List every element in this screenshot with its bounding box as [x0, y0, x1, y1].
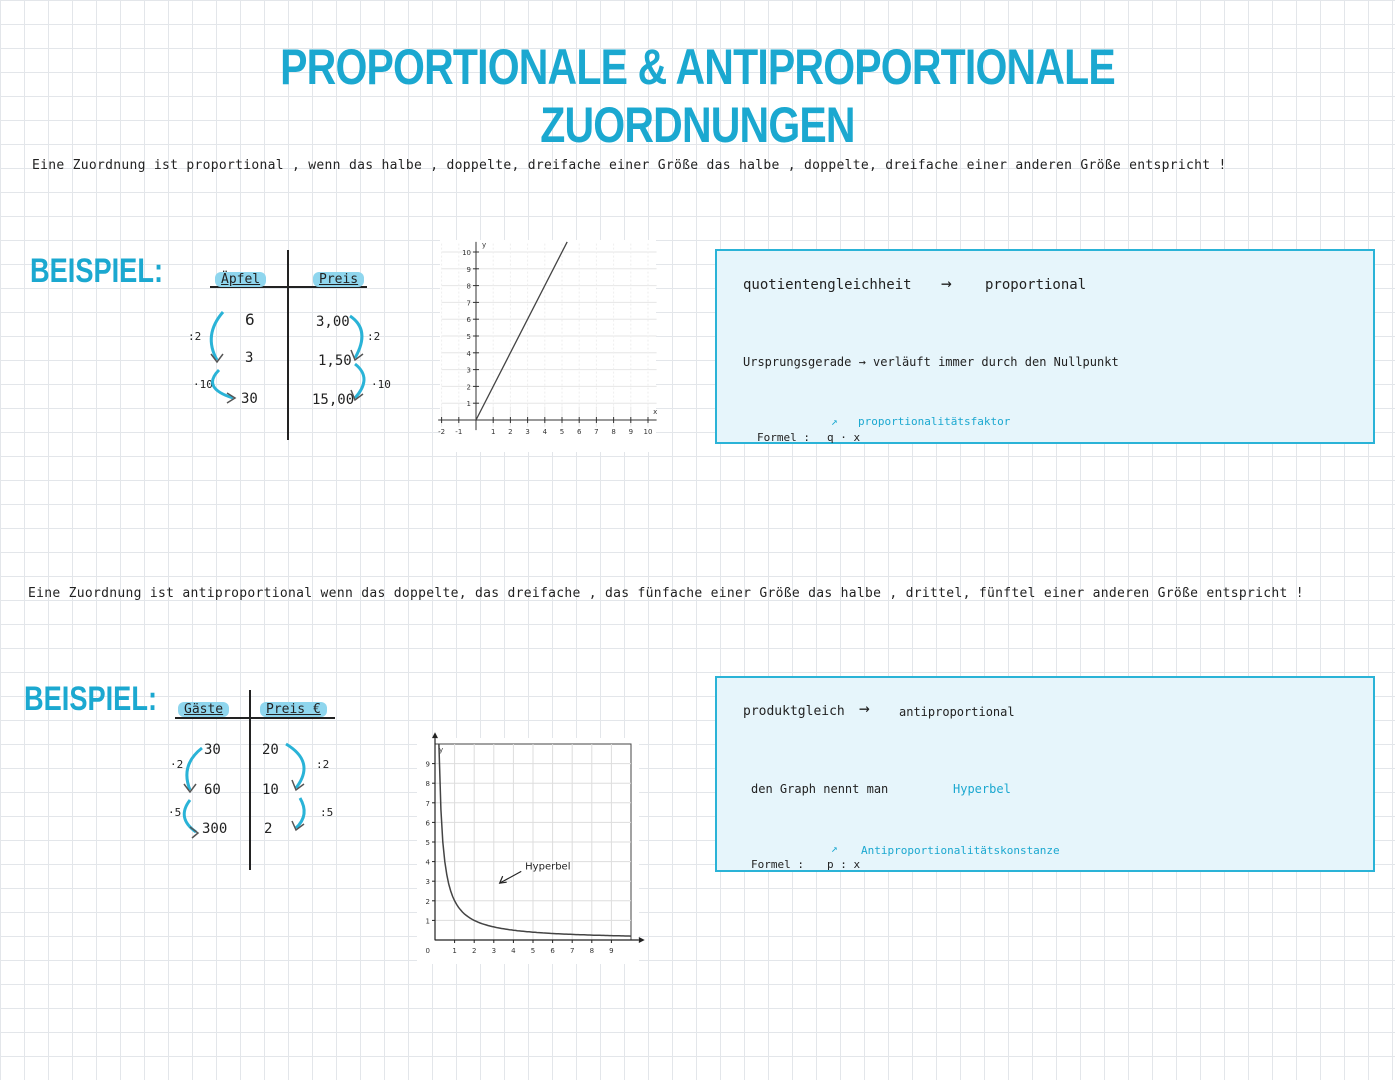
hyperbel-annotation: Hyperbel [525, 861, 571, 873]
antiproportional-definition: Eine Zuordnung ist antiproportional wenn das doppelte, das dreifache , das fünfache einer Größe das halbe , drittel, fünftel einer anderen Größe entspricht ! [28, 586, 1304, 601]
curved-arrow-icon [211, 312, 223, 360]
x-tick-label: 8 [589, 947, 595, 955]
note-quotientengleichheit: quotientengleichheit [743, 277, 912, 293]
x-tick-label: 1 [490, 428, 496, 436]
antiproportional-table [160, 690, 380, 880]
table-cell: 60 [204, 782, 221, 798]
proportional-notes-box [715, 249, 1375, 444]
x-tick-label: 7 [594, 428, 599, 436]
note-ursprungsgerade: Ursprungsgerade → verläuft immer durch den Nullpunkt [743, 355, 1119, 369]
x-tick-label: 5 [559, 428, 565, 436]
table-cell: 3 [245, 350, 254, 366]
y-axis-arrow-icon [432, 732, 438, 738]
operation-label: ·10 [193, 378, 213, 391]
formula: p : x [827, 858, 861, 871]
formula: q · x [827, 431, 861, 444]
x-tick-label: 2 [508, 428, 513, 436]
x-tick-label: -1 [455, 428, 463, 436]
y-tick-label: 7 [425, 799, 430, 808]
table-cell: 15,00 [312, 392, 355, 408]
formula-label: Formel : [751, 858, 804, 871]
note-hyperbel: Hyperbel [953, 782, 1011, 796]
table-cell: 3,00 [316, 314, 350, 330]
proportional-definition: Eine Zuordnung ist proportional , wenn das halbe , doppelte, dreifache einer Größe das halbe , doppelte, dreifache einer anderen Größe entspricht ! [32, 158, 1227, 173]
formula-label: Formel : [757, 431, 810, 444]
operation-label: :2 [188, 330, 202, 343]
y-tick-label: 4 [466, 349, 471, 358]
table-cell: 30 [241, 391, 258, 407]
page-title: PROPORTIONALE & ANTIPROPORTIONALE ZUORDNUNGEN [280, 39, 1115, 153]
x-tick-label: 3 [525, 428, 530, 436]
curved-arrow-icon [187, 748, 202, 790]
y-tick-label: 7 [466, 299, 471, 308]
note-graph-name: den Graph nennt man [751, 782, 889, 796]
y-tick-label: 3 [425, 878, 430, 887]
x-axis-arrow-icon [639, 937, 645, 943]
y-tick-label: 8 [425, 780, 430, 789]
y-tick-label: 9 [466, 265, 471, 274]
x-tick-label: -2 [438, 428, 446, 436]
x-tick-label: 2 [471, 947, 477, 955]
arrow-right-icon: → [941, 273, 952, 294]
operation-label: ·5 [168, 806, 182, 819]
curved-arrow-icon [286, 744, 304, 788]
y-axis-label: y [439, 746, 444, 754]
x-tick-label: 9 [628, 428, 634, 436]
y-tick-label: 5 [466, 333, 471, 341]
proportional-table [175, 250, 395, 450]
antiproportional-graph [417, 738, 639, 964]
y-tick-label: 8 [466, 282, 471, 291]
operation-label: :2 [367, 330, 381, 343]
beispiel-heading-antiproportional: BEISPIEL: [24, 680, 157, 718]
table-cell: 6 [245, 310, 255, 329]
y-tick-label: 2 [466, 383, 471, 392]
note-produktgleich: produktgleich [743, 704, 845, 719]
y-tick-label: 10 [462, 249, 471, 257]
formula-annotation: proportionalitätsfaktor [858, 415, 1011, 428]
antiproportional-notes-box [715, 676, 1375, 872]
x-tick-label: 10 [643, 428, 653, 436]
curved-arrow-icon [296, 798, 304, 828]
operation-label: :2 [316, 758, 330, 771]
x-tick-label: 3 [491, 947, 497, 955]
series-hyperbola [439, 744, 631, 936]
origin-label: 0 [425, 947, 430, 955]
x-tick-label: 6 [550, 947, 555, 955]
x-tick-label: 6 [576, 428, 582, 436]
x-tick-label: 1 [452, 947, 457, 955]
arrow-right-icon: → [859, 698, 870, 719]
table-cell: 30 [204, 742, 221, 758]
beispiel-heading-proportional: BEISPIEL: [30, 252, 163, 290]
x-tick-label: 8 [611, 428, 616, 436]
curved-arrow-icon [355, 364, 364, 398]
y-tick-label: 9 [425, 760, 430, 769]
table-header-gaeste: Gäste [178, 702, 229, 717]
table-cell: 1,50 [318, 353, 352, 369]
y-tick-label: 6 [466, 316, 471, 325]
formula-annotation: Antiproportionalitätskonstanze [861, 844, 1060, 857]
y-tick-label: 2 [425, 897, 430, 906]
y-tick-label: 4 [425, 858, 430, 867]
y-tick-label: 5 [425, 839, 430, 847]
table-cell: 20 [262, 742, 279, 758]
table-arrows [160, 690, 380, 880]
y-tick-label: 6 [425, 819, 430, 828]
y-tick-label: 1 [466, 400, 471, 409]
note-antiproportional: antiproportional [899, 705, 1015, 719]
table-header-preis: Preis [313, 272, 364, 287]
x-tick-label: 4 [511, 947, 516, 955]
x-tick-label: 5 [530, 947, 536, 955]
arrow-right-icon: ↗ [831, 842, 838, 855]
operation-label: ·2 [170, 758, 184, 771]
proportional-graph [440, 240, 656, 452]
operation-label: :5 [320, 806, 334, 819]
table-cell: 10 [262, 782, 279, 798]
arrow-right-icon: ↗ [831, 415, 838, 428]
note-proportional: proportional [985, 277, 1087, 293]
x-tick-label: 9 [609, 947, 614, 955]
y-tick-label: 1 [425, 917, 430, 926]
curved-arrow-icon [213, 370, 233, 398]
x-tick-label: 4 [542, 428, 548, 436]
x-tick-label: 7 [569, 947, 575, 955]
y-tick-label: 3 [466, 366, 471, 375]
table-header-aepfel: Äpfel [215, 272, 266, 287]
y-axis-label: y [482, 240, 487, 249]
operation-label: ·10 [371, 378, 391, 391]
table-header-preis-euro: Preis € [260, 702, 327, 717]
table-cell: 300 [202, 821, 228, 837]
table-cell: 2 [264, 821, 273, 837]
x-axis-label: x [653, 408, 658, 416]
table-arrows [175, 250, 395, 450]
